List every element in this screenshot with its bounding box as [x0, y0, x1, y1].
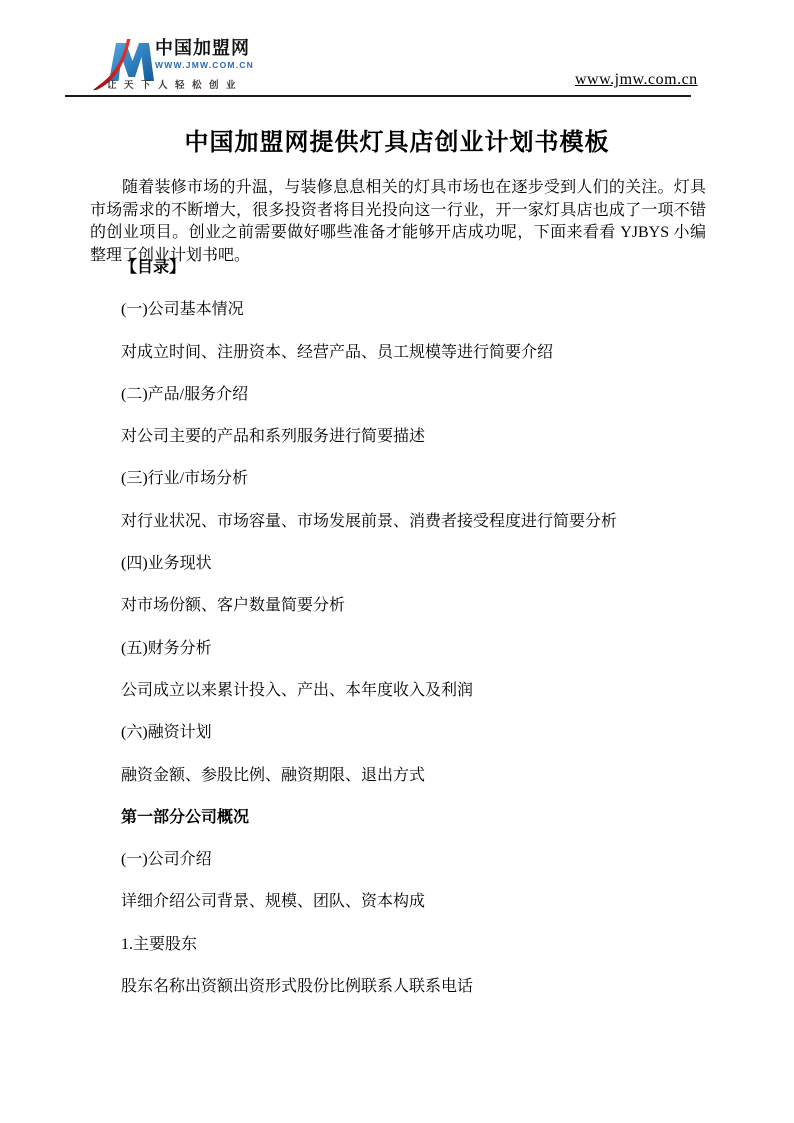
logo-url-caps: WWW.JMW.COM.CN — [155, 60, 254, 70]
document-title: 中国加盟网提供灯具店创业计划书模板 — [184, 130, 610, 156]
paragraph: (三)行业/市场分析 — [121, 470, 249, 488]
logo-text-block — [155, 37, 254, 70]
paragraph: 详细介绍公司背景、规模、团队、资本构成 — [121, 893, 426, 911]
paragraph: 对市场份额、客户数量简要分析 — [121, 597, 346, 615]
paragraph-list — [90, 260, 706, 1021]
logo-name: 中国加盟网 — [155, 38, 250, 58]
paragraph: 公司成立以来累计投入、产出、本年度收入及利润 — [121, 681, 474, 699]
paragraph: 对行业状况、市场容量、市场发展前景、消费者接受程度进行简要分析 — [121, 512, 618, 530]
paragraph: (一)公司基本情况 — [121, 301, 244, 319]
header-site-url-link[interactable]: www.jmw.com.cn — [575, 71, 698, 88]
paragraph: (二)产品/服务介绍 — [121, 385, 249, 403]
paragraph: 【目录】 — [121, 259, 186, 276]
paragraph: (五)财务分析 — [121, 639, 212, 657]
paragraph: 第一部分公司概况 — [121, 808, 250, 826]
paragraph: 融资金额、参股比例、融资期限、退出方式 — [121, 766, 426, 784]
header-divider — [65, 95, 691, 97]
jmw-logo[interactable] — [93, 33, 254, 93]
logo-letter-m — [109, 43, 154, 81]
paragraph: 1.主要股东 — [121, 935, 198, 953]
paragraph: 对成立时间、注册资本、经营产品、员工规模等进行简要介绍 — [121, 343, 554, 361]
paragraph: (四)业务现状 — [121, 555, 212, 573]
logo-tagline: 让天下人轻松创业 — [107, 80, 244, 91]
paragraph: 对公司主要的产品和系列服务进行简要描述 — [121, 428, 426, 446]
paragraph: (一)公司介绍 — [121, 851, 212, 869]
paragraph: 股东名称出资额出资形式股份比例联系人联系电话 — [121, 978, 474, 996]
intro-paragraph: 随着装修市场的升温，与装修息息相关的灯具市场也在逐步受到人们的关注。灯具市场需求的不断增大，很多投资者将目光投向这一行业，开一家灯具店也成了一项不错的创业项目。创业之前需要做好哪些准备才能够开店成功呢，下面来看看 YJBYS 小编整理了创业计划书吧。 — [90, 179, 706, 264]
paragraph: (六)融资计划 — [121, 724, 212, 742]
